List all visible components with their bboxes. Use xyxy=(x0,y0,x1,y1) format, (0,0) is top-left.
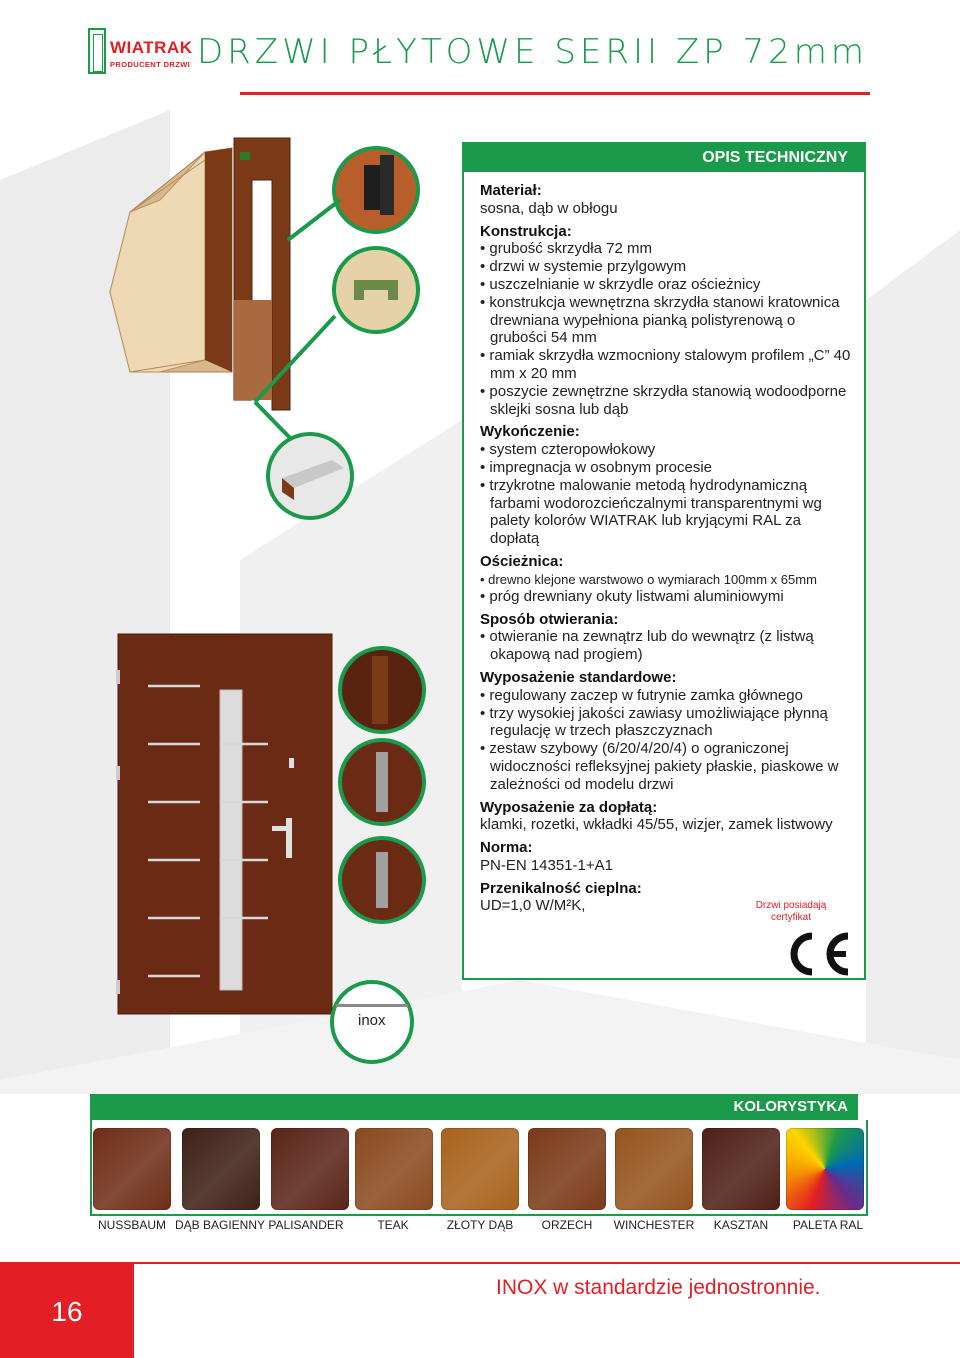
color-name: NUSSBAUM xyxy=(97,1218,166,1232)
construction-item: • ramiak skrzydła wzmocniony stalowym profilem „C” 40 mm x 20 mm xyxy=(480,347,852,383)
finish-item: • trzykrotne malowanie metodą hydrodynamiczną farbami wodorozcieńczalnymi transparentnymi wg palety kolorów WIATRAK lub kryjącymi RAL za dopłatą xyxy=(480,477,852,548)
color-swatch-nussbaum xyxy=(93,1128,171,1210)
detail-hinge-side xyxy=(340,838,424,922)
frame-item: • drewno klejone warstwowo o wymiarach 100mm x 65mm xyxy=(480,571,852,588)
frame-label: Ościeżnica: xyxy=(480,552,564,570)
frame-item: • próg drewniany okuty listwami aluminiowymi xyxy=(480,588,852,606)
color-name: PALETA RAL xyxy=(792,1218,864,1232)
technical-description-heading: OPIS TECHNICZNY xyxy=(464,144,864,172)
detail-door-edge xyxy=(340,648,424,732)
material-value: sosna, dąb w obłogu xyxy=(480,199,618,217)
construction-item: • uszczelnianie w skrzydle oraz ościeżnicy xyxy=(480,276,852,294)
opening-label: Sposób otwierania: xyxy=(480,610,619,628)
color-name: ORZECH xyxy=(541,1218,593,1232)
standard-equipment-item: • trzy wysokiej jakości zawiasy umożliwiające płynną regulację w trzech płaszczyznach xyxy=(480,705,852,741)
color-swatch-kasztan xyxy=(702,1128,780,1210)
color-name: PALISANDER xyxy=(268,1218,344,1232)
norm-value: PN-EN 14351-1+A1 xyxy=(480,856,613,874)
construction-item: • konstrukcja wewnętrzna skrzydła stanowi kratownica drewniana wypełniona pianką polistyrenową o grubości 54 mm xyxy=(480,294,852,347)
finish-item: • system czteropowłokowy xyxy=(480,441,852,459)
inox-strip-sample xyxy=(336,1004,408,1007)
technical-description-panel xyxy=(462,142,866,980)
material-label: Materiał: xyxy=(480,182,542,199)
door-cross-section xyxy=(110,148,232,372)
page-number-block xyxy=(0,1262,134,1358)
frame-profile xyxy=(234,138,290,410)
brand-logo xyxy=(88,28,194,74)
page-title: DRZWI PŁYTOWE SERII ZP 72mm xyxy=(196,32,868,72)
construction-label: Konstrukcja: xyxy=(480,222,572,240)
color-swatch-orzech xyxy=(528,1128,606,1210)
construction-item: • grubość skrzydła 72 mm xyxy=(480,240,852,258)
extra-equipment-value: klamki, rozetki, wkładki 45/55, wizjer, zamek listwowy xyxy=(480,816,833,834)
detail-sill xyxy=(268,434,352,518)
finish-label: Wykończenie: xyxy=(480,423,580,441)
page-header xyxy=(0,0,960,100)
standard-equipment-item: • zestaw szybowy (6/20/4/20/4) o ograniczonej widoczności refleksyjnej pakiety płaskie, piaskowe w zależności od modelu drzwi xyxy=(480,740,852,793)
footer-divider xyxy=(134,1262,960,1264)
certificate-note: Drzwi posiadają certyfikat xyxy=(755,900,827,923)
color-name: WINCHESTER xyxy=(613,1218,695,1232)
detail-c-profile xyxy=(334,248,418,332)
standard-equipment-label: Wyposażenie standardowe: xyxy=(480,668,677,686)
footer-note: INOX w standardzie jednostronnie. xyxy=(496,1276,821,1299)
title-divider xyxy=(240,92,870,95)
extra-equipment-label: Wyposażenie za dopłatą: xyxy=(480,798,658,816)
color-name: TEAK xyxy=(377,1218,409,1232)
technical-description-body xyxy=(464,172,864,915)
color-swatch-paleta-ral xyxy=(786,1128,864,1210)
door-icon xyxy=(88,28,106,74)
construction-item: • drzwi w systemie przylgowym xyxy=(480,258,852,276)
standard-equipment-item: • regulowany zaczep w futrynie zamka głównego xyxy=(480,687,852,705)
ce-mark-icon xyxy=(782,928,854,980)
color-name: KASZTAN xyxy=(713,1218,769,1232)
detail-lock xyxy=(340,740,424,824)
color-name: ZŁOTY DĄB xyxy=(446,1218,514,1232)
construction-item: • poszycie zewnętrzne skrzydła stanowią wodoodporne sklejki sosna lub dąb xyxy=(480,383,852,419)
page-number: 16 xyxy=(51,1296,83,1327)
color-swatch-teak xyxy=(355,1128,433,1210)
color-name: DĄB BAGIENNY xyxy=(174,1218,266,1232)
color-swatch-winchester xyxy=(615,1128,693,1210)
detail-hinge xyxy=(334,148,418,232)
opening-item: • otwieranie na zewnątrz lub do wewnątrz (z listwą okapową nad progiem) xyxy=(480,628,852,664)
door-front-view xyxy=(116,634,332,1014)
brand-tagline: PRODUCENT DRZWI xyxy=(110,60,191,69)
brand-name: WIATRAK xyxy=(110,38,193,57)
product-illustrations xyxy=(0,100,462,1090)
thermal-value: UD=1,0 W/M²K, xyxy=(480,897,586,915)
colors-heading: KOLORYSTYKA xyxy=(90,1094,858,1120)
inox-label: inox xyxy=(358,1012,386,1029)
color-swatch-dab-bagienny xyxy=(182,1128,260,1210)
color-swatch-zloty-dab xyxy=(441,1128,519,1210)
color-swatch-palisander xyxy=(271,1128,349,1210)
norm-label: Norma: xyxy=(480,839,533,857)
finish-item: • impregnacja w osobnym procesie xyxy=(480,459,852,477)
thermal-label: Przenikalność cieplna: xyxy=(480,879,642,897)
